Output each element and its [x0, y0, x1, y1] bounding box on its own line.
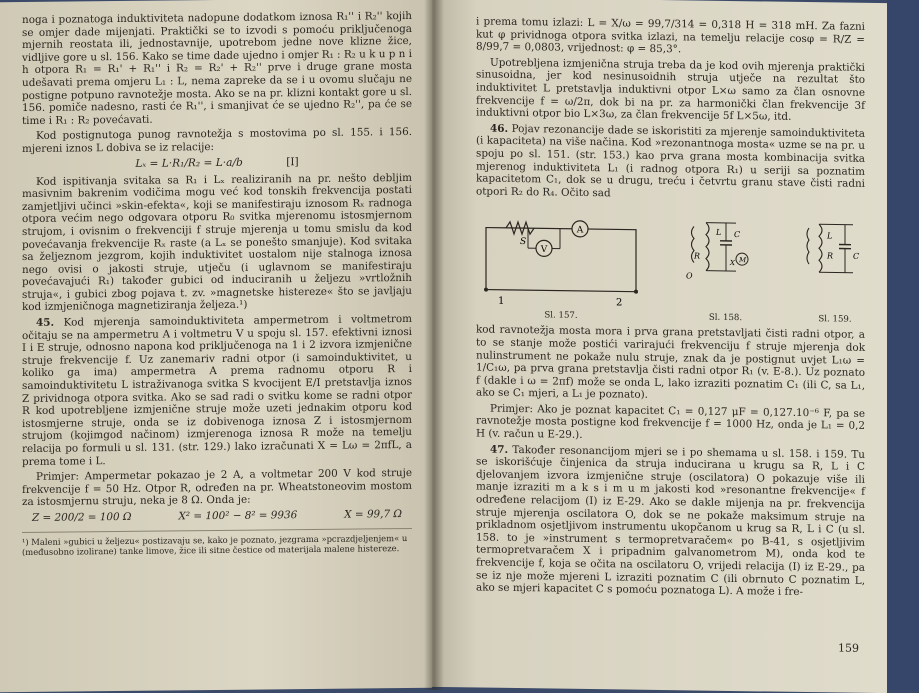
paragraph: Kod postignutoga punog ravnotežja s mostovima po sl. 155. i 156. mjereni iznos L dobiva se iz relacije:: [22, 126, 412, 155]
example-paragraph: Primjer: Ampermetar pokazao je 2 A, a voltmetar 200 V kod struje frekvencije f = 50 Hz. Otpor R, određen na pr. Wheatstoneovim mostom za istosmjernu struju, neka je 8 Ω. Onda je:: [22, 467, 412, 509]
calc-z: Z = 200/2 = 100 Ω: [32, 511, 132, 524]
figure-caption: Sl. 158.: [709, 313, 742, 323]
l-label: L: [826, 232, 832, 241]
r-label: R: [826, 252, 833, 261]
calculation-row: [32, 508, 402, 524]
paragraph: noga i poznatoga induktiviteta nadopune dodatkom iznosa R₁'' i R₂'' kojih se omjer dade mijenjati. Praktički se to izvodi s pomoću priključenoga mjernih reostata ili, jednostavnije, upotrebom jedne nove klizne žice, vidljive gore u sl. 156. Kako se time dade ujedno i omjer R₁ : R₂ u k u p n i h otpora R₁ = R₁' + R₁'' i R₂ = R₂' + R₂'' prve i druge grane mosta udešavati prema omjeru L₁ : L, nema zapreke da se i u ovomu slučaju ne postigne potpuno ravnotežje mosta. Ako se na pr. klizni kontakt gore u sl. 156. pomiče nadesno, rasti će R₁'', i smanjivat će se ujedno R₂'', pa će se time i R₁ : R₂ povećavati.: [22, 10, 412, 127]
section-text: Kod mjerenja samoinduktiviteta ampermetrom i voltmetrom očitaju se na ampermetru A i voltmetru V u spoju sl. 157. efektivni iznosi I i E struje, odnosno napona kod priključenoga na 1 i 2 izvora izmjenične struje frekvencije f. Uz zanemariv radni otpor (i samoinduktivitet, u koliko ga ima) ampermetra A prema radnomu otporu R i samoinduktivitetu L istraživanoga svitka S kvocijent E/I pretstavlja iznos Z prividnoga otpora svitka. Ako se sad radi o svitku kome se radni otpor R kod upotrebljene izmjenične struje može uzeti jednakim otporu kod istosmjerne struje, onda se iz dobivenoga iznosa Z i istosmjernom strujom (kojimgod načinom) izmjerenoga iznosa R može na temelju relacija po formuli u sl. 131. (str. 129.) lako izračunati X = Lω = 2πfL, a prema tome i L.: [22, 313, 412, 468]
example-paragraph: Primjer: Ako je poznat kapacitet C₁ = 0,127 μF = 0,127.10⁻⁶ F, pa se ravnotežje mosta postigne kod frekvencije f = 1000 Hz, onda je L₁ = 0,2 H (v. račun u E-29.).: [476, 402, 865, 445]
section-number: 45.: [36, 317, 54, 329]
equation-tag: [I]: [286, 156, 298, 168]
o-label: O: [686, 272, 693, 281]
calc-x-squared: X² = 100² − 8² = 9936: [179, 509, 298, 522]
c-label: C: [853, 252, 859, 261]
background-edge: [887, 0, 919, 690]
circuit-diagram-158: [686, 215, 766, 312]
footnote: ¹) Maleni »gubici u željezu« postizavaju se, kako je poznato, jezgrama »pcrazdjeljenjem« u (međusobno izolirane) tanke limove, žice ili sitne čestice od materijala malene histereze.: [22, 528, 412, 557]
section-45: [22, 313, 412, 468]
coil-label: S: [520, 237, 526, 247]
right-page: [432, 0, 887, 693]
section-text: Pojav rezonancije dade se iskoristiti za mjerenje samoinduktiviteta (i kapaciteta) na više načina. Kod »rezonantnoga mosta« uzme se na pr. u spoju po sl. 151. (str. 153.) kao prva grana mosta kombinacija svitka mjerenog induktiviteta L₁ (i radnog otpora R₁) u seriji sa poznatim kapacitetom C₁, dok se u drugu, treću i četvrtu granu stave čisti radni otpori R₂ do R₄. Očito sad: [476, 123, 865, 199]
book-gutter: [424, 0, 444, 690]
l-label: L: [715, 228, 721, 237]
section-number: 46.: [490, 122, 508, 134]
circuit-diagram-157: [476, 218, 646, 310]
equation-i: [22, 154, 412, 171]
left-page: [0, 0, 432, 692]
figure-158: [686, 215, 766, 324]
figures-row: [476, 204, 865, 325]
paragraph: i prema tomu izlazi: L = X/ω = 99,7/314 = 0,318 H = 318 mH. Za fazni kut φ prividnoga otpora svitka izlazi, na temelju relacije cosφ = R/Z = 8/99,7 = 0,0803, vrijednost: φ = 85,3°.: [476, 15, 865, 58]
terminal-2: 2: [616, 298, 622, 309]
m-label: M: [738, 256, 747, 264]
paragraph: Kod ispitivanja svitaka sa R₁ i Lₓ realiziranih na pr. nešto debljim masivnim bakrenim vodičima mogu već kod tonskih frekvencija postati zamjetljivi učinci »skin-efekta«, koji se manifestiraju iznosom Rₓ radnoga otpora većim nego odgovara otporu R₀ svitka mjerenomu istosmjernom strujom, i ovisnim o frekvenciji f struje mjerenja u tomu smislu da kod povećavanja frekvencije Rₓ raste (a Lₓ se ponešto smanjuje). Kod svitaka sa željeznom jezgrom, kojih induktivitet uostalom nije stalnoga iznosa nego ovisi o jakosti struje, utječu (i uglavnom se manifestiraju povećavajući R₁) također gubici od induciranih u željezu »vrtložnih struja«, i gubici zbog pojava t. zv. »magnetske histereze« što se javljaju kod izmjeničnoga magnetiziranja željeza.¹): [22, 171, 412, 314]
paragraph: Upotrebljena izmjenična struja treba da je kod ovih mjerenja praktički sinusoidna, jer kod nesinusoidnih struja utječe na rezultat što induktivitet L pretstavlja induktivni otpor L×ω samo za član osnovne frekvencije f = ω/2π, dok bi na pr. za harmonički član frekvencije 3f induktivni otpor bio L×3ω, za član frekvencije 5f L×5ω, itd.: [476, 56, 865, 124]
circuit-diagram-159: [805, 216, 865, 313]
r-label: R: [693, 252, 700, 261]
figure-157: [476, 218, 646, 322]
section-46: [476, 122, 865, 203]
figure-159: [805, 216, 865, 325]
paragraph: kod ravnotežja mosta mora i prva grana pretstavljati čisti radni otpor, a to se stanje može postići varirajući frekvenciju f struje mjerenja dok nulinstrument ne pokaže nulu struje, znak da je postignut uvjet L₁ω = 1/C₁ω, pa prva grana pretstavlja čisti radni otpor R₁ (v. E-8.). Uz poznato f (dakle i ω = 2πf) može se onda L, lako izraziti poznatim C₁ (ili C, sa L₁, ako se C₁ mjeri, a L₁ je poznato).: [476, 324, 865, 405]
page-number: 159: [838, 641, 859, 654]
figure-caption: Sl. 159.: [818, 315, 851, 325]
voltmeter-label: V: [540, 245, 548, 255]
ammeter-label: A: [576, 226, 584, 236]
x-label: X: [729, 259, 736, 267]
section-number: 47.: [490, 443, 508, 455]
section-47: [476, 443, 865, 600]
section-text: Također resonancijom mjeri se i po shemama u sl. 158. i 159. Tu se iskorišćuje činjenica da struja inducirana u krugu sa R, L i C djelovanjem izvora izmjenične struje (oscilatora) O pokazuje više ili manje izraziti m a k s i m u m jakosti kod »resonantne frekvencije« f određene relacijom (I) iz E-29. Ako se dakle mijenja na pr. frekvencija struje mjerenja oscilatora O, dok se ne pokaže maksimum struje na prikladnom osjetljivom instrumentu ukopčanom u krug sa R, L i C (u sl. 158. to je »instrument s termopretvaračem« po B-41, s osjetljivim termopretvaračem X i pripadnim galvanometrom M), onda kod te frekvencije f, koja se očita na oscilatoru O, vrijedi relacija (I) iz E-29., pa se iz nje može mjereni L izraziti poznatim C (ili obrnuto C poznatim L, ako se mjeri kapacitet C s pomoću poznatoga L). A može i fre-: [476, 444, 865, 599]
calc-x: X = 99,7 Ω: [344, 508, 402, 521]
equation-text: Lₓ = L·R₁/R₂ = L·a/b: [135, 156, 243, 169]
figure-caption: Sl. 157.: [544, 311, 577, 321]
terminal-1: 1: [498, 296, 504, 307]
c-label: C: [734, 230, 740, 239]
